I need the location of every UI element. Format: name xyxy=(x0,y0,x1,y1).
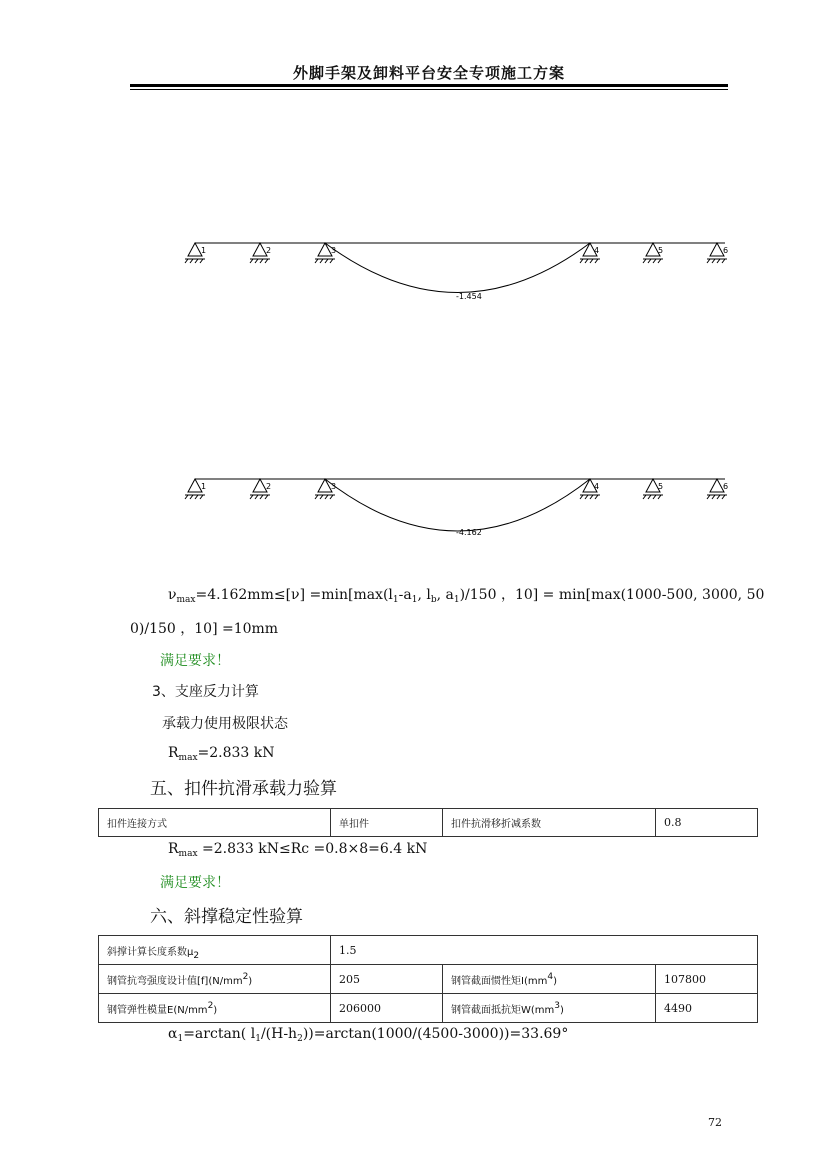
node-label-3: 3 xyxy=(331,482,337,491)
table-row xyxy=(99,936,758,965)
fastener-table xyxy=(98,808,758,837)
cell-label-tail: ) xyxy=(560,1004,564,1016)
header-rule-thick xyxy=(130,84,728,87)
header-rule-thin xyxy=(130,89,728,90)
alpha-subscript: 1 xyxy=(177,1034,184,1044)
r-value: =2.833 kN xyxy=(197,745,275,761)
formula-part: -a xyxy=(398,587,412,603)
alpha-formula xyxy=(168,1026,568,1042)
deflection-diagram-2 xyxy=(180,468,740,548)
table-cell: 0.8 xyxy=(656,809,758,837)
node-label-3: 3 xyxy=(331,246,337,255)
formula-part: )/150 ，10] = min[max(1000-500, 3000, 50 xyxy=(459,587,765,603)
table-cell: 4490 xyxy=(656,994,758,1023)
table-row xyxy=(99,809,758,837)
table-cell: 扣件连接方式 xyxy=(99,809,331,837)
formula-sub: 1 xyxy=(392,595,399,605)
section6-heading: 六、斜撑稳定性验算 xyxy=(150,907,303,927)
cell-subscript: 2 xyxy=(193,950,200,961)
formula-sub: 1 xyxy=(453,595,460,605)
table-cell xyxy=(443,994,656,1023)
cell-label: 钢管截面抵抗矩W(mm xyxy=(451,1004,555,1016)
page-number: 72 xyxy=(708,1116,722,1129)
alpha-symbol: α xyxy=(168,1026,178,1042)
v-subscript: max xyxy=(176,595,196,605)
table-cell xyxy=(99,994,331,1023)
table-cell xyxy=(99,965,331,994)
cell-label-tail: ) xyxy=(248,975,253,987)
formula-sub: 1 xyxy=(255,1034,261,1044)
node-label-1: 1 xyxy=(201,482,207,491)
table-cell xyxy=(99,936,331,965)
table-cell: 扣件抗滑移折减系数 xyxy=(443,809,656,837)
table-cell: 206000 xyxy=(331,994,443,1023)
table-cell: 205 xyxy=(331,965,443,994)
table-cell: 1.5 xyxy=(331,936,758,965)
cell-superscript: 2 xyxy=(242,971,249,982)
page-title: 外脚手架及卸料平台安全专项施工方案 xyxy=(292,64,565,82)
formula-sub: 2 xyxy=(297,1034,303,1044)
v-symbol: ν xyxy=(168,587,177,603)
cell-superscript: 3 xyxy=(554,1000,561,1011)
deflection-formula-line-1 xyxy=(168,584,764,604)
cell-label: 斜撑计算长度系数μ xyxy=(107,946,194,958)
r-formula: =2.833 kN≤Rc =0.8×8=6.4 kN xyxy=(197,841,428,857)
node-label-4: 4 xyxy=(594,246,600,255)
cell-label: 钢管抗弯强度设计值[f](N/mm xyxy=(107,975,243,987)
peak-value: -4.162 xyxy=(456,528,482,537)
section3-heading: 3、支座反力计算 xyxy=(152,684,259,700)
formula-sub: 1 xyxy=(411,595,418,605)
deflection-formula-line-2: 0)/150 ，10] =10mm xyxy=(130,621,279,637)
formula-part: =arctan( l xyxy=(183,1026,256,1042)
node-label-5: 5 xyxy=(658,246,664,255)
section5-heading: 五、扣件抗滑承载力验算 xyxy=(150,779,337,799)
r-symbol: R xyxy=(168,745,179,761)
r-subscript: max xyxy=(178,753,198,763)
table-cell: 107800 xyxy=(656,965,758,994)
table-row xyxy=(99,994,758,1023)
node-label-2: 2 xyxy=(266,482,272,491)
cell-superscript: 4 xyxy=(547,971,554,982)
slip-resistance-formula xyxy=(168,841,427,857)
deflection-ok-text: 满足要求！ xyxy=(160,653,230,669)
reaction-formula xyxy=(168,745,275,761)
cell-label-tail: ) xyxy=(553,975,557,987)
table-row xyxy=(99,965,758,994)
r-symbol: R xyxy=(168,841,179,857)
cell-label-tail: ) xyxy=(213,1004,218,1016)
node-label-2: 2 xyxy=(266,246,272,255)
cell-label: 钢管截面惯性矩I(mm xyxy=(451,975,548,987)
peak-value: -1.454 xyxy=(456,292,482,301)
node-label-4: 4 xyxy=(594,482,600,491)
node-label-6: 6 xyxy=(723,246,729,255)
formula-sub: b xyxy=(430,595,437,605)
deflection-diagram-1 xyxy=(180,232,740,312)
cell-superscript: 2 xyxy=(207,1000,214,1011)
slip-ok-text: 满足要求！ xyxy=(160,875,230,891)
node-label-1: 1 xyxy=(201,246,207,255)
r-subscript: max xyxy=(178,849,198,859)
section3-subtitle: 承载力使用极限状态 xyxy=(162,716,288,732)
node-label-6: 6 xyxy=(723,482,729,491)
formula-part: , a xyxy=(436,587,454,603)
formula-part: =4.162mm≤[ν] =min[max(l xyxy=(195,587,393,603)
node-label-5: 5 xyxy=(658,482,664,491)
formula-part: ))=arctan(1000/(4500-3000))=33.69° xyxy=(302,1026,569,1042)
table-cell: 单扣件 xyxy=(331,809,443,837)
formula-part: , l xyxy=(417,587,431,603)
formula-part: /(H-h xyxy=(260,1026,298,1042)
cell-label: 钢管弹性模量E(N/mm xyxy=(107,1004,208,1016)
brace-parameters-table xyxy=(98,935,758,1023)
table-cell xyxy=(443,965,656,994)
